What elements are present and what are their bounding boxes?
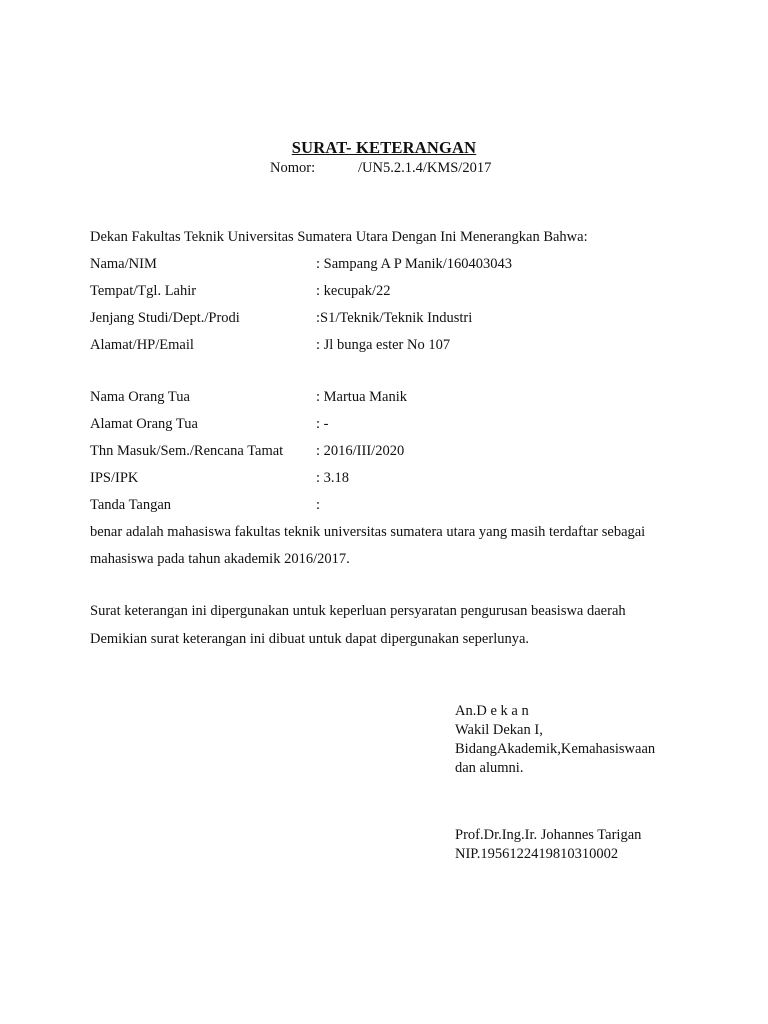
closing-statement: Demikian surat keterangan ini dibuat untuk dapat dipergunakan seperlunya. (90, 631, 530, 647)
field-label-nama-nim: Nama/NIM (90, 256, 157, 272)
field-label-tanda-tangan: Tanda Tangan (90, 497, 172, 513)
signature-field: BidangAkademik,Kemahasiswaan (455, 741, 656, 757)
field-label-thn-masuk: Thn Masuk/Sem./Rencana Tamat (90, 443, 284, 459)
signature-on-behalf: An.D e k a n (455, 703, 529, 719)
field-label-jenjang-studi: Jenjang Studi/Dept./Prodi (90, 310, 240, 326)
letter-number-label: Nomor: (270, 160, 316, 176)
field-value-nama-orang-tua: : Martua Manik (316, 389, 408, 405)
field-value-thn-masuk: : 2016/III/2020 (316, 443, 405, 459)
field-value-tempat-tgl-lahir: : kecupak/22 (316, 283, 391, 299)
letter-number (270, 160, 492, 177)
field-label-tempat-tgl-lahir: Tempat/Tgl. Lahir (90, 283, 197, 299)
field-value-tanda-tangan: : (316, 497, 321, 513)
signature-field-cont: dan alumni. (455, 760, 524, 776)
field-value-alamat-orang-tua: : - (316, 416, 329, 432)
body-line-2: mahasiswa pada tahun akademik 2016/2017. (90, 551, 350, 567)
signature-block (455, 702, 655, 778)
purpose-statement: Surat keterangan ini dipergunakan untuk keperluan persyaratan pengurusan beasiswa daerah (90, 603, 626, 619)
field-value-nama-nim: : Sampang A P Manik/160403043 (316, 256, 513, 272)
field-label-nama-orang-tua: Nama Orang Tua (90, 389, 190, 405)
body-line-1: benar adalah mahasiswa fakultas teknik universitas sumatera utara yang masih terdaftar sebagai (90, 524, 646, 540)
field-label-alamat-hp-email: Alamat/HP/Email (90, 337, 194, 353)
signatory-name: Prof.Dr.Ing.Ir. Johannes Tarigan (455, 827, 642, 843)
letter-number-value: /UN5.2.1.4/KMS/2017 (358, 160, 492, 176)
signatory-nip: NIP.1956122419810310002 (455, 846, 619, 862)
field-label-ips-ipk: IPS/IPK (90, 470, 139, 486)
field-value-jenjang-studi: :S1/Teknik/Teknik Industri (316, 310, 473, 326)
signatory-block (455, 826, 641, 864)
field-value-ips-ipk: : 3.18 (316, 470, 350, 486)
intro-statement: Dekan Fakultas Teknik Universitas Sumatera Utara Dengan Ini Menerangkan Bahwa: (90, 229, 588, 245)
letter-title: SURAT- KETERANGAN (291, 138, 477, 157)
field-value-alamat-hp-email: : Jl bunga ester No 107 (316, 337, 451, 353)
signature-position: Wakil Dekan I, (455, 722, 543, 738)
field-label-alamat-orang-tua: Alamat Orang Tua (90, 416, 198, 432)
